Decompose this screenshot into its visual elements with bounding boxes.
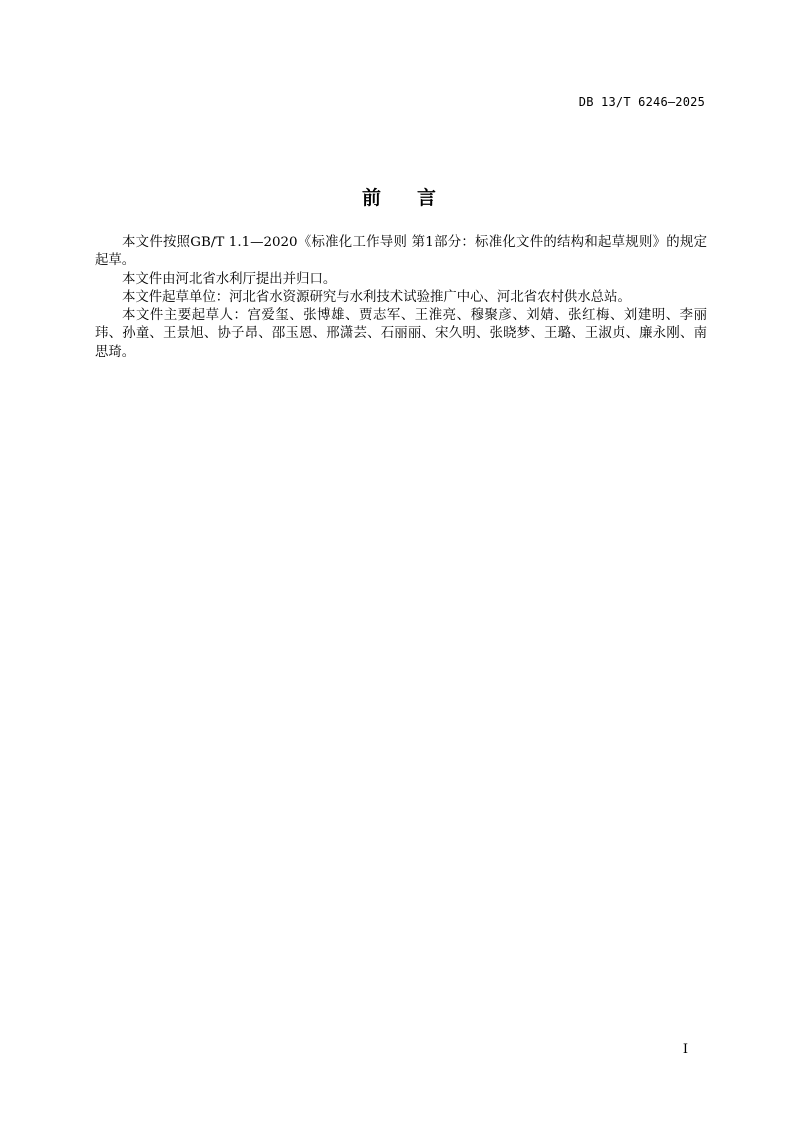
page-title [0, 183, 800, 210]
foreword-body [95, 234, 707, 362]
paragraph-drafting-units: 本文件起草单位：河北省水资源研究与水利技术试验推广中心、河北省农村供水总站。 [122, 289, 631, 305]
paragraph-drafters: 本文件主要起草人：宫爱玺、张博雄、贾志军、王淮亮、穆聚彦、刘婧、张红梅、刘建明、李丽玮、孙童、王景旭、协子昂、邵玉恩、邢潇芸、石丽丽、宋久明、张晓梦、王璐、王淑贞、廉永刚、南思琦。 [95, 308, 707, 360]
paragraph-drafting-basis: 本文件按照GB/T 1.1—2020《标准化工作导则 第1部分：标准化文件的结构和起草规则》的规定起草。 [95, 235, 707, 269]
paragraph-proposer: 本文件由河北省水利厅提出并归口。 [122, 271, 337, 287]
page-number: I [682, 1042, 688, 1057]
standard-code: DB 13/T 6246—2025 [578, 95, 705, 109]
page-title-char-2: 言 [417, 187, 439, 209]
page-title-char-1: 前 [361, 187, 383, 209]
